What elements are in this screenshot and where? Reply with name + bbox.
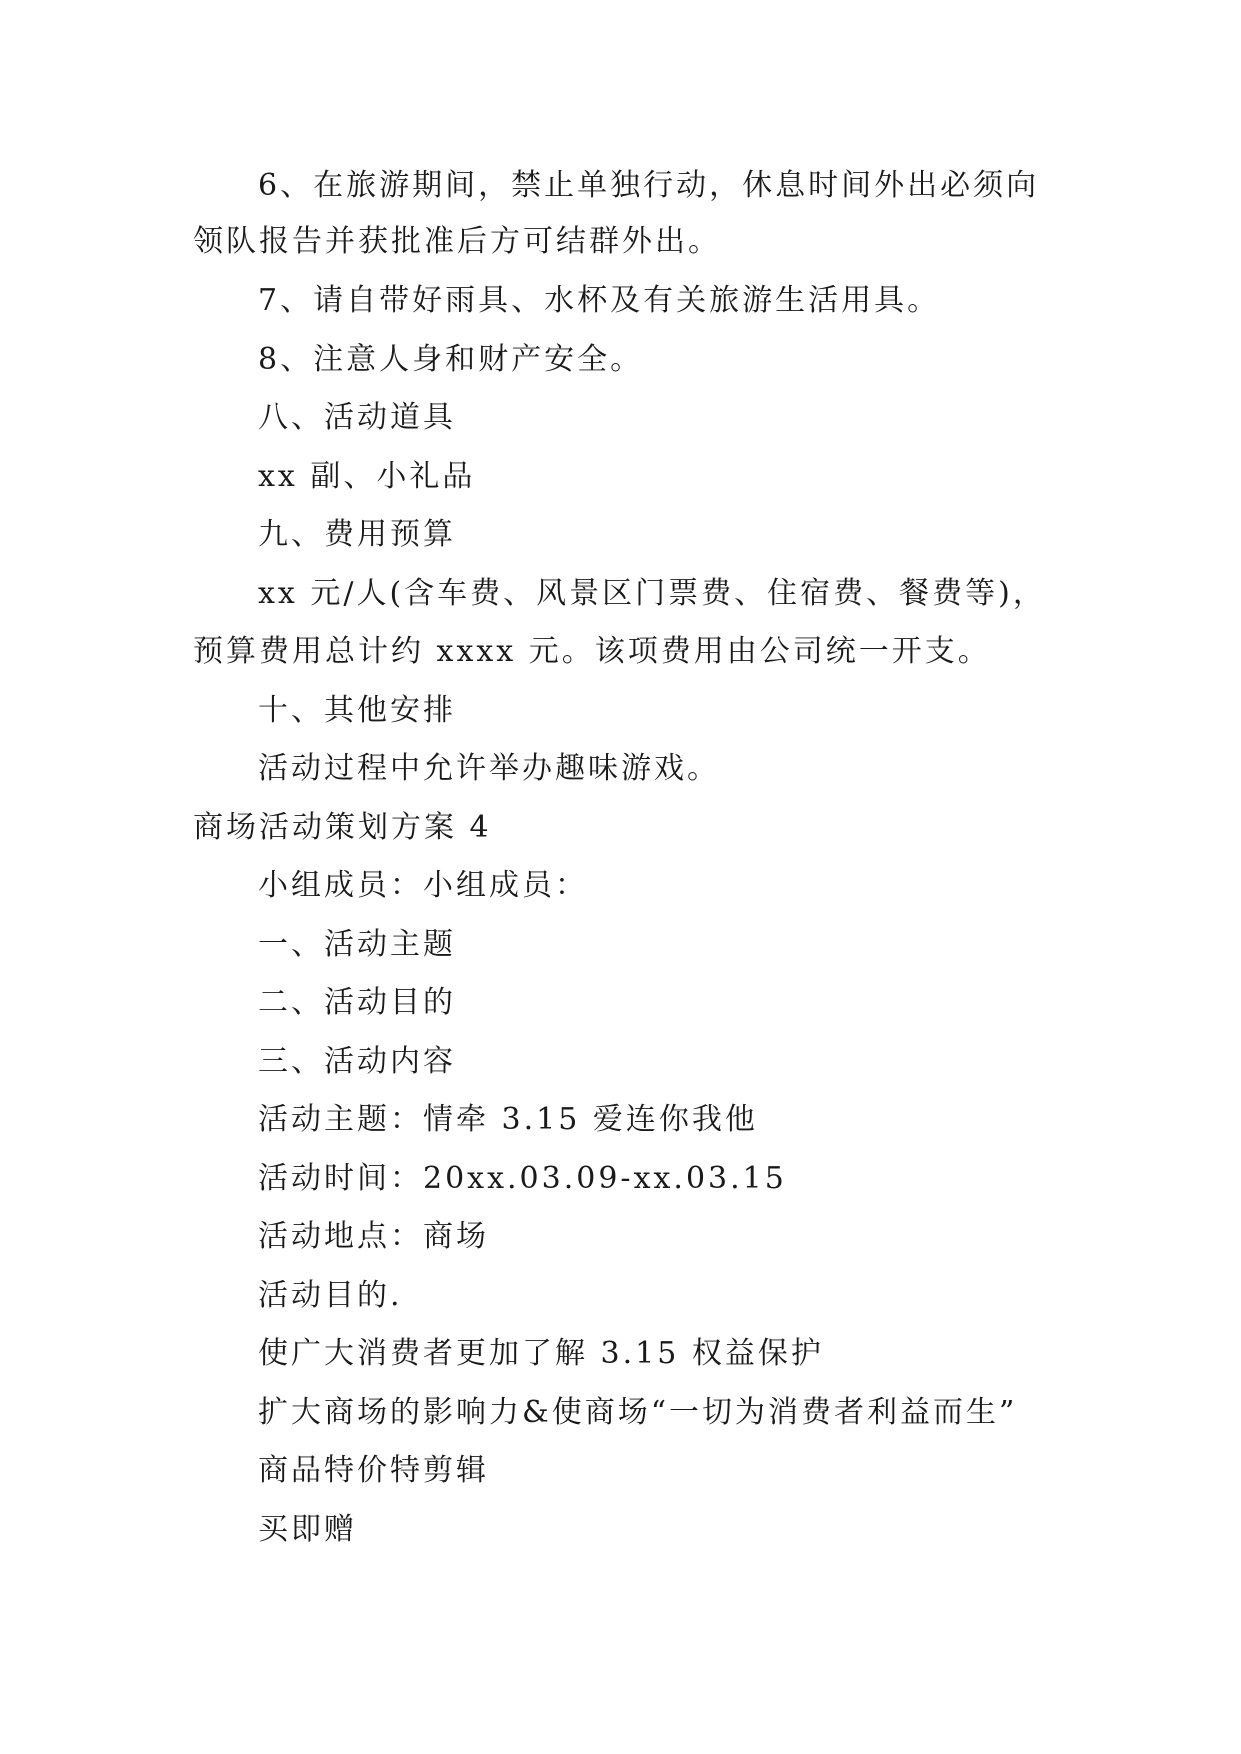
paragraph-line: 活动过程中允许举办趣味游戏。 — [258, 751, 720, 786]
paragraph-line: 小组成员：小组成员： — [258, 868, 588, 903]
paragraph-line: 买即赠 — [258, 1512, 357, 1547]
paragraph-line: 6、在旅游期间，禁止单独行动，休息时间外出必须向 — [258, 168, 1040, 203]
paragraph-line: 扩大商场的影响力&使商场“一切为消费者利益而生” — [258, 1395, 1018, 1430]
section-heading: 八、活动道具 — [258, 400, 456, 435]
paragraph-line: 领队报告并获批准后方可结群外出。 — [193, 224, 721, 259]
paragraph-line: 活动时间：20xx.03.09-xx.03.15 — [258, 1161, 787, 1196]
paragraph-line: 商品特价特剪辑 — [258, 1453, 489, 1488]
paragraph-line: 活动主题：情牵 3.15 爱连你我他 — [258, 1102, 758, 1137]
paragraph-line: 活动地点：商场 — [258, 1219, 489, 1254]
section-heading: 一、活动主题 — [258, 927, 456, 962]
section-heading: 三、活动内容 — [258, 1044, 456, 1079]
section-heading: 十、其他安排 — [258, 693, 456, 728]
section-heading: 二、活动目的 — [258, 985, 456, 1020]
paragraph-line: xx 副、小礼品 — [258, 459, 476, 494]
paragraph-line: 7、请自带好雨具、水杯及有关旅游生活用具。 — [258, 283, 941, 318]
paragraph-line: xx 元/人(含车费、风景区门票费、住宿费、餐费等)， — [258, 576, 1046, 611]
paragraph-line: 预算费用总计约 xxxx 元。该项费用由公司统一开支。 — [193, 634, 991, 669]
section-heading: 九、费用预算 — [258, 517, 456, 552]
paragraph-line: 8、注意人身和财产安全。 — [258, 342, 644, 377]
paragraph-line: 活动目的. — [258, 1278, 403, 1313]
paragraph-line: 使广大消费者更加了解 3.15 权益保护 — [258, 1336, 824, 1371]
document-title: 商场活动策划方案 4 — [193, 810, 492, 845]
